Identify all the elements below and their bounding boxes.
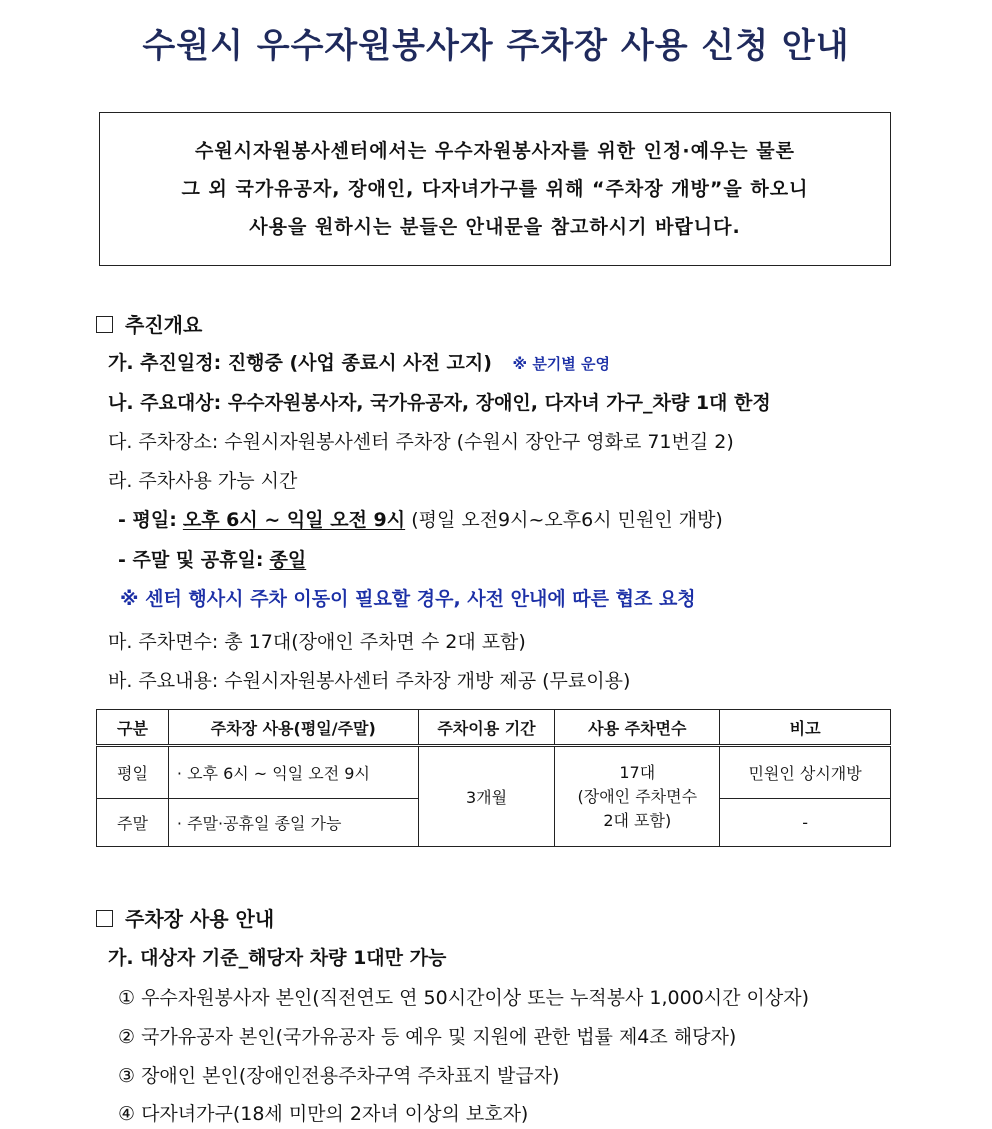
item-location: 다. 주차장소: 수원시자원봉사센터 주차장 (수원시 장안구 영화로 71번길 2) (108, 431, 734, 453)
item-schedule (108, 348, 610, 375)
weekday-label: - 평일: (118, 509, 177, 531)
spaces-line: 17대 (619, 762, 656, 782)
table-header-row (97, 710, 891, 746)
row-usage: · 오후 6시 ~ 익일 오전 9시 (168, 746, 418, 799)
event-notice: ※ 센터 행사시 주차 이동이 필요할 경우, 사전 안내에 따른 협조 요청 (120, 588, 696, 610)
weekend-hours (118, 545, 306, 572)
weekend-time: 종일 (269, 549, 307, 571)
page-title: 수원시 우수자원봉사자 주차장 사용 신청 안내 (142, 26, 850, 66)
weekday-hours (118, 505, 723, 532)
schedule-text: 가. 추진일정: 진행중 (사업 종료시 사전 고지) (108, 352, 492, 374)
notice-line: 그 외 국가유공자, 장애인, 다자녀가구를 위해 “주차장 개방”을 하오니 (181, 178, 809, 200)
table-header: 비고 (720, 710, 891, 746)
notice-line: 사용을 원하시는 분들은 안내문을 참고하시기 바랍니다. (249, 216, 741, 238)
spaces-line: (장애인 주차면수 (577, 786, 698, 806)
table-header: 주차이용 기간 (418, 710, 555, 746)
list-item: ③ 장애인 본인(장애인전용주차구역 주차표지 발급자) (118, 1065, 560, 1087)
checkbox-square-icon (96, 316, 113, 333)
list-item: ④ 다자녀가구(18세 미만의 2자녀 이상의 보호자) (118, 1103, 529, 1125)
spaces-line: 2대 포함) (603, 810, 672, 830)
period-cell: 3개월 (418, 746, 555, 847)
eligibility-heading: 가. 대상자 기준_해당자 차량 1대만 가능 (108, 947, 447, 969)
weekend-label: - 주말 및 공휴일: (118, 549, 264, 571)
weekday-time: 오후 6시 ~ 익일 오전 9시 (182, 509, 406, 531)
list-item: ① 우수자원봉사자 본인(직전연도 연 50시간이상 또는 누적봉사 1,000시간 이상자) (118, 987, 810, 1009)
row-usage: · 주말·공휴일 종일 가능 (168, 799, 418, 847)
table-header: 구분 (97, 710, 169, 746)
row-note: 민원인 상시개방 (720, 746, 891, 799)
row-type: 주말 (97, 799, 169, 847)
section-heading-overview (96, 309, 202, 338)
spaces-cell (555, 746, 720, 847)
item-spaces: 마. 주차면수: 총 17대(장애인 주차면 수 2대 포함) (108, 631, 526, 653)
table-header: 사용 주차면수 (555, 710, 720, 746)
row-type: 평일 (97, 746, 169, 799)
notice-line: 수원시자원봉사센터에서는 우수자원봉사자를 위한 인정·예우는 물론 (195, 140, 795, 162)
section-heading-usage (96, 903, 274, 932)
parking-table (96, 709, 891, 847)
table-header: 주차장 사용(평일/주말) (168, 710, 418, 746)
table-row (97, 746, 891, 799)
notice-box (99, 112, 891, 266)
row-note: - (720, 799, 891, 847)
section-heading-text: 주차장 사용 안내 (125, 907, 275, 931)
list-item: ② 국가유공자 본인(국가유공자 등 예우 및 지원에 관한 법률 제4조 해당자) (118, 1026, 737, 1048)
item-content: 바. 주요내용: 수원시자원봉사센터 주차장 개방 제공 (무료이용) (108, 670, 631, 692)
quarterly-note: ※ 분기별 운영 (512, 355, 610, 373)
item-targets: 나. 주요대상: 우수자원봉사자, 국가유공자, 장애인, 다자녀 가구_차량 1대 한정 (108, 392, 771, 414)
weekday-note: (평일 오전9시~오후6시 민원인 개방) (411, 509, 723, 531)
section-heading-text: 추진개요 (125, 313, 203, 337)
checkbox-square-icon (96, 910, 113, 927)
item-hours: 라. 주차사용 가능 시간 (108, 470, 298, 492)
